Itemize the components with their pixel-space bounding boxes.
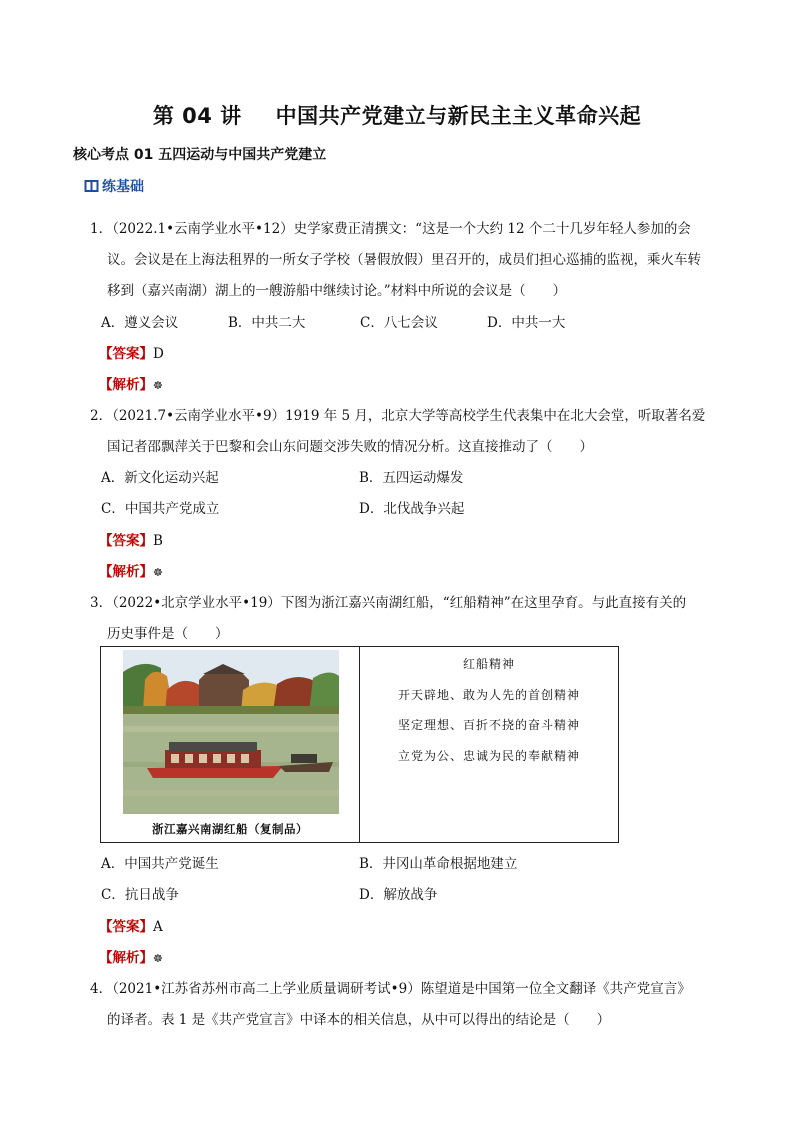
q1-answer: 【答案】D xyxy=(99,346,164,362)
q3-option-c: C．抗日战争 xyxy=(101,887,179,903)
q1-option-d: D．中共一大 xyxy=(487,315,566,331)
analysis-glyph-icon: ☸ xyxy=(153,952,163,965)
q1-option-a: A．遵义会议 xyxy=(101,315,179,331)
q4-line-2: 的译者。表 1 是《共产党宣言》中译本的相关信息，从中可以得出的结论是（ ） xyxy=(107,1012,611,1028)
analysis-glyph-icon: ☸ xyxy=(153,379,163,392)
q3-answer: 【答案】A xyxy=(99,919,163,935)
section-heading: 练基础 xyxy=(84,176,144,196)
q2-line-1: 2．（2021.7•云南学业水平•9）1919 年 5 月，北京大学等高校学生代表集中在北大会堂，听取著名爱 xyxy=(90,408,706,424)
poem-line-1: 开天辟地、敢为人先的首创精神 xyxy=(397,688,580,702)
q3-option-b: B．井冈山革命根据地建立 xyxy=(359,856,518,872)
q1-line-3: 移到（嘉兴南湖）湖上的一艘游船中继续讨论。”材料中所说的会议是（ ） xyxy=(107,283,567,299)
q2-option-c: C．中国共产党成立 xyxy=(101,501,220,517)
q2-answer: 【答案】B xyxy=(99,533,163,549)
page-title: 第 04 讲 中国共产党建立与新民主主义革命兴起 xyxy=(152,104,642,128)
q1-option-c: C．八七会议 xyxy=(360,315,438,331)
poem-line-3: 立党为公、忠诚为民的奉献精神 xyxy=(397,749,580,763)
q2-line-2: 国记者邵飘萍关于巴黎和会山东问题交涉失败的情况分析。这直接推动了（ ） xyxy=(107,439,593,455)
figure-photo-cell xyxy=(101,647,360,842)
q1-analysis: 【解析】☸ xyxy=(99,377,163,393)
poem-line-2: 坚定理想、百折不挠的奋斗精神 xyxy=(397,718,580,732)
figure-poem-cell xyxy=(360,647,618,842)
q2-option-a: A．新文化运动兴起 xyxy=(101,470,219,486)
poem-title: 红船精神 xyxy=(462,657,515,671)
q2-analysis: 【解析】☸ xyxy=(99,564,163,580)
analysis-glyph-icon: ☸ xyxy=(153,566,163,579)
q3-option-a: A．中国共产党诞生 xyxy=(101,856,219,872)
q3-analysis: 【解析】☸ xyxy=(99,950,163,966)
q4-line-1: 4．（2021•江苏省苏州市高二上学业质量调研考试•9）陈望道是中国第一位全文翻译《共产党宣言》 xyxy=(90,981,691,997)
red-boat-photo xyxy=(123,650,339,814)
q3-line-2: 历史事件是（ ） xyxy=(107,626,229,642)
figure-table xyxy=(100,646,619,843)
q2-option-b: B．五四运动爆发 xyxy=(359,470,464,486)
q3-line-1: 3．（2022•北京学业水平•19）下图为浙江嘉兴南湖红船，“红船精神”在这里孕育。与此直接有关的 xyxy=(90,595,687,611)
q1-option-b: B．中共二大 xyxy=(228,315,306,331)
section-subtitle: 核心考点 01 五四运动与中国共产党建立 xyxy=(73,147,327,163)
q1-line-1: 1．（2022.1•云南学业水平•12）史学家费正清撰文：“这是一个大约 12 个二十几岁年轻人参加的会 xyxy=(90,221,691,237)
q3-option-d: D．解放战争 xyxy=(359,887,438,903)
photo-caption: 浙江嘉兴南湖红船（复制品） xyxy=(152,822,308,836)
book-icon xyxy=(84,179,99,193)
q1-line-2: 议。会议是在上海法租界的一所女子学校（暑假放假）里召开的，成员们担心巡捕的监视，乘火车转 xyxy=(107,252,701,268)
q2-option-d: D．北伐战争兴起 xyxy=(359,501,465,517)
